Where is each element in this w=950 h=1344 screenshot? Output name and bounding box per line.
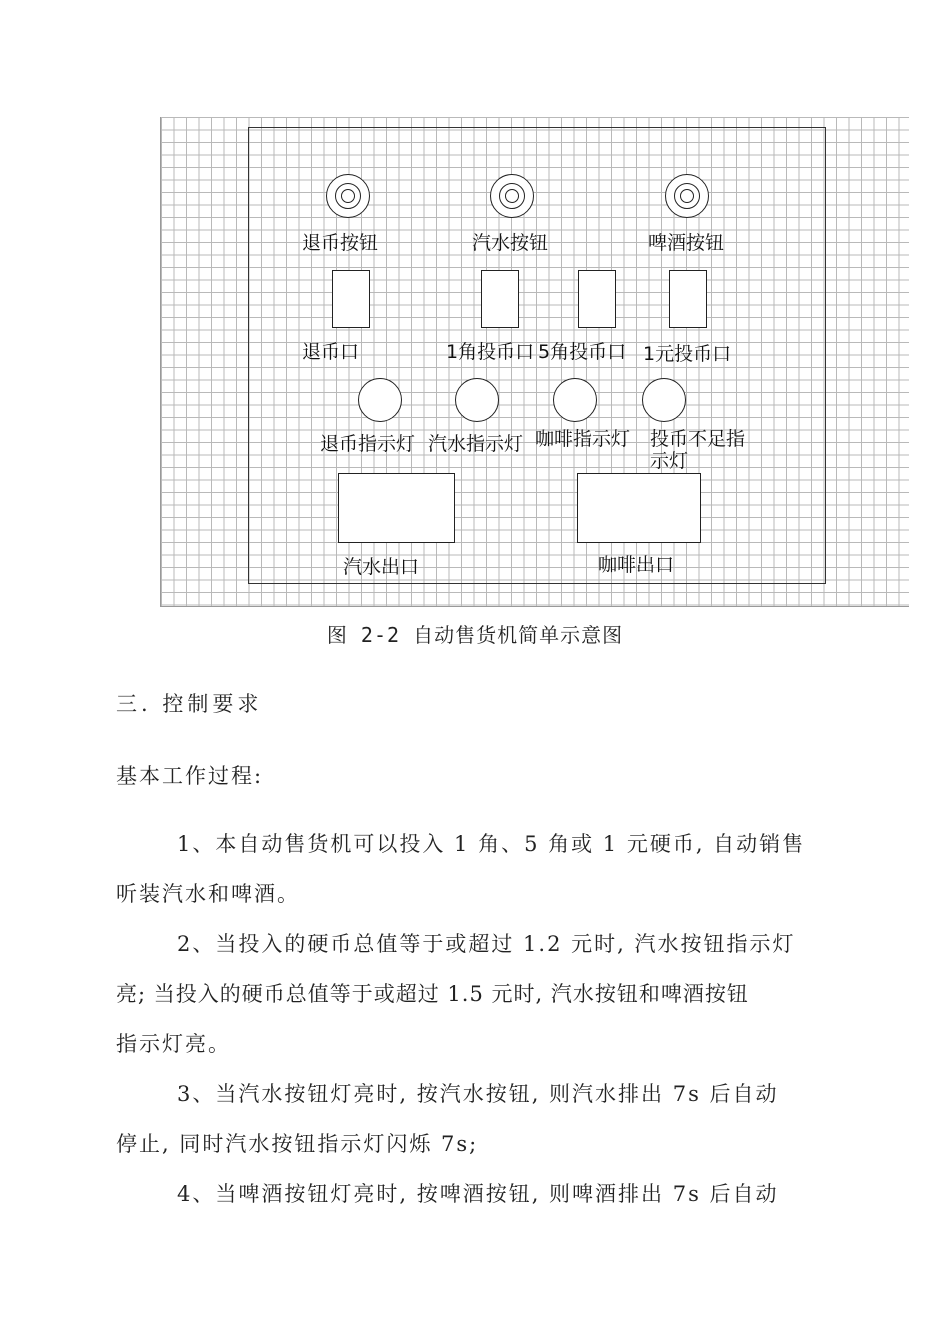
refund-lamp-symbol <box>358 378 402 422</box>
soda-lamp-symbol <box>455 378 499 422</box>
refund-button-symbol <box>326 174 370 218</box>
soda-button-core <box>505 189 519 203</box>
paragraph-2-line-2: 亮; 当投入的硬币总值等于或超过 1.5 元时, 汽水按钮和啤酒按钮 <box>116 982 749 1006</box>
section-subheading: 基本工作过程: <box>116 764 264 788</box>
paragraph-1-line-1: 1、本自动售货机可以投入 1 角、5 角或 1 元硬币, 自动销售 <box>177 832 806 856</box>
jiao5-slot-symbol <box>578 270 616 328</box>
paragraph-1-line-2: 听装汽水和啤酒。 <box>116 882 300 906</box>
yuan1-slot-label: 1元投币口 <box>643 343 732 365</box>
refund-lamp-label: 退币指示灯 <box>320 433 416 455</box>
refund-button-label: 退币按钮 <box>302 232 379 254</box>
soda-button-symbol <box>490 174 534 218</box>
soda-outlet-label: 汽水出口 <box>343 556 420 578</box>
soda-lamp-label: 汽水指示灯 <box>428 433 524 455</box>
refund-button-core <box>341 189 355 203</box>
yuan1-slot-symbol <box>669 270 707 328</box>
paragraph-4-line-1: 4、当啤酒按钮灯亮时, 按啤酒按钮, 则啤酒排出 7s 后自动 <box>177 1182 779 1206</box>
refund-slot-symbol <box>332 270 370 328</box>
jiao1-slot-label: 1角投币口 <box>446 341 535 363</box>
beer-button-symbol <box>665 174 709 218</box>
jiao5-slot-label: 5角投币口 <box>538 341 627 363</box>
coffee-lamp-symbol <box>553 378 597 422</box>
soda-button-label: 汽水按钮 <box>472 232 549 254</box>
paragraph-3-line-1: 3、当汽水按钮灯亮时, 按汽水按钮, 则汽水排出 7s 后自动 <box>177 1082 779 1106</box>
jiao1-slot-symbol <box>481 270 519 328</box>
coffee-lamp-label: 咖啡指示灯 <box>535 428 631 450</box>
section-heading: 三. 控制要求 <box>116 692 263 716</box>
beer-button-label: 啤酒按钮 <box>648 232 725 254</box>
beer-button-core <box>680 189 694 203</box>
soda-outlet-symbol <box>338 473 455 543</box>
paragraph-3-line-2: 停止, 同时汽水按钮指示灯闪烁 7s; <box>116 1132 479 1156</box>
insufficient-lamp-label: 投币不足指示灯 <box>650 428 746 472</box>
paragraph-2-line-1: 2、当投入的硬币总值等于或超过 1.2 元时, 汽水按钮指示灯 <box>177 932 796 956</box>
insufficient-lamp-symbol <box>642 378 686 422</box>
coffee-outlet-symbol <box>577 473 701 543</box>
paragraph-2-line-3: 指示灯亮。 <box>116 1032 231 1056</box>
coffee-outlet-label: 咖啡出口 <box>598 554 675 576</box>
refund-slot-label: 退币口 <box>302 341 360 363</box>
figure-caption: 图 2-2 自动售货机简单示意图 <box>326 623 624 647</box>
